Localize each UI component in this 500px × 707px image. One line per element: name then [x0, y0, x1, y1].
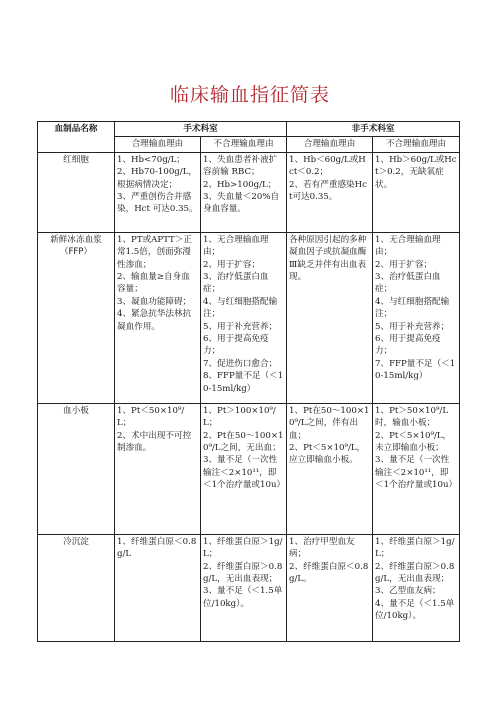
- cell-line: 2、Pt＜5×10⁹/L，应立即输血小板。: [289, 443, 366, 466]
- product-column-header: 血制品名称: [38, 122, 115, 153]
- product-name-cell: [38, 232, 115, 403]
- nonsurgical-reasonable-cell: [287, 534, 373, 641]
- cell-line: 红细胞: [63, 154, 89, 165]
- cell-line: 7、FFP量不足（＜10-15ml/kg）: [375, 358, 456, 382]
- cell-line: 3、治疗低蛋白血症；: [375, 272, 441, 295]
- product-name-cell: [38, 152, 115, 232]
- cell-line: 各种原因引起的多种凝血因子或抗凝血酶Ⅲ缺乏并伴有出血表现。: [289, 234, 367, 283]
- table-row: [38, 403, 460, 534]
- cell-line: （FFP）: [59, 247, 93, 258]
- nonsurgical-dept-header: 非手术科室: [287, 122, 460, 137]
- cell-line: 1、PT或APTT＞正常1.5倍，创面弥漫性渗血；: [117, 234, 192, 270]
- nonsurgical-unreasonable-cell: [373, 232, 460, 403]
- cell-line: 2、Pt＜5×10⁹/L，未立即输血小板；: [375, 430, 452, 454]
- cell-line: 3、严重创伤合并感染，Hct 可达0.35。: [117, 192, 198, 215]
- cell-line: 1、纤维蛋白原＞1g/L；: [375, 536, 455, 560]
- cell-line: 1、Hb＞60g/L或Hct＞0.2，无缺氧症状。: [375, 154, 457, 190]
- cell-line: 2、用于扩容；: [203, 259, 261, 270]
- cell-line: 2、纤维蛋白原＞0.8g/L，无出血表现；: [375, 561, 455, 585]
- cell-line: 4、量不足（＜1.5单位/10kg）。: [375, 598, 455, 622]
- cell-line: 1、Pt＞50×10⁹/L时，输血小板；: [375, 405, 449, 429]
- cell-line: 2、用于扩容；: [375, 259, 433, 270]
- surgical-reasonable-cell: [115, 152, 201, 232]
- cell-line: 5、用于补充营养；: [375, 321, 450, 332]
- cell-line: 6、用于提高免疫力；: [203, 334, 269, 357]
- cell-line: 3、乙型血友病；: [375, 586, 441, 597]
- cell-line: 3、量不足（一次性输注＜2×10¹¹，即＜1个治疗量或10u）: [203, 455, 286, 491]
- cell-line: 4、与红细胞搭配输注；: [203, 296, 278, 320]
- surgical-unreasonable-cell: [201, 232, 287, 403]
- cell-line: 冷沉淀: [63, 536, 89, 547]
- cell-line: 2、若有严重感染Hct可达0.35。: [289, 179, 367, 203]
- cell-line: 1、无合理输血理由；: [375, 234, 441, 258]
- cell-line: 2、术中出现不可控制渗血。: [117, 430, 192, 454]
- nonsurgical-reasonable-cell: [287, 403, 373, 534]
- cell-line: 7、促进伤口愈合；: [203, 358, 278, 369]
- cell-line: 1、纤维蛋白原＞1g/L；: [203, 536, 283, 560]
- surgical-reasonable-cell: [115, 534, 201, 641]
- cell-line: 3、量不足（＜1.5单位/10kg）。: [203, 586, 283, 609]
- cell-line: 1、Hb＜60g/L或Hct＜0.2；: [289, 154, 366, 178]
- cell-line: 1、纤维蛋白原＜0.8g/L: [117, 536, 197, 560]
- product-name-cell: [38, 534, 115, 641]
- table-row: [38, 152, 460, 232]
- cell-line: 血小板: [63, 405, 89, 416]
- cell-line: 1、失血患者补液扩容前输 RBC；: [203, 154, 278, 178]
- cell-line: 3、治疗低蛋白血症；: [203, 272, 269, 295]
- surgical-unreasonable-header: 不合理输血理由: [201, 137, 287, 152]
- surgical-reasonable-header: 合理输血理由: [115, 137, 201, 152]
- cell-line: 2、纤维蛋白原＜0.8g/L。: [289, 561, 369, 585]
- cell-line: 3、失血量＜20%自身血容量。: [203, 192, 280, 215]
- cell-line: 1、Pt＜50×10⁹/L；: [117, 405, 185, 429]
- surgical-unreasonable-cell: [201, 403, 287, 534]
- surgical-reasonable-cell: [115, 403, 201, 534]
- surgical-unreasonable-cell: [201, 152, 287, 232]
- page-title: 临床输血指征简表: [169, 84, 330, 106]
- table-row: [38, 534, 460, 641]
- cell-line: 4、紧急抗华法林抗凝血作用。: [117, 309, 192, 332]
- cell-line: 1、Pt在50～100×10⁹/L之间，伴有出血；: [289, 405, 370, 441]
- transfusion-indication-table: [37, 121, 460, 642]
- cell-line: 8、FFP量不足（＜10-15ml/kg）: [203, 371, 284, 394]
- nonsurgical-reasonable-header: 合理输血理由: [287, 137, 373, 152]
- nonsurgical-unreasonable-cell: [373, 534, 460, 641]
- nonsurgical-unreasonable-cell: [373, 152, 460, 232]
- cell-line: 新鲜冰冻血浆: [50, 234, 102, 245]
- cell-line: 2、纤维蛋白原＞0.8g/L，无出血表现；: [203, 561, 283, 585]
- cell-line: 3、凝血功能障碍；: [117, 296, 192, 307]
- cell-line: 2、Pt在50～100×10⁹/L之间，无出血；: [203, 430, 284, 454]
- surgical-unreasonable-cell: [201, 534, 287, 641]
- cell-line: 2、Hb>100g/L；: [203, 179, 277, 190]
- surgical-dept-header: 手术科室: [115, 122, 287, 137]
- nonsurgical-unreasonable-header: 不合理输血理由: [373, 137, 460, 152]
- cell-line: 1、Hb<70g/L；: [117, 154, 185, 165]
- cell-line: 1、治疗甲型血友病；: [289, 536, 355, 560]
- surgical-reasonable-cell: [115, 232, 201, 403]
- nonsurgical-reasonable-cell: [287, 152, 373, 232]
- product-name-cell: [38, 403, 115, 534]
- cell-line: 3、量不足（一次性输注＜2×10¹¹，即＜1个治疗量或10u）: [375, 455, 458, 491]
- cell-line: 1、Pt＞100×10⁹/L；: [203, 405, 276, 429]
- cell-line: 1、无合理输血理由；: [203, 234, 269, 258]
- nonsurgical-unreasonable-cell: [373, 403, 460, 534]
- nonsurgical-reasonable-cell: [287, 232, 373, 403]
- cell-line: 5、用于补充营养；: [203, 321, 278, 332]
- table-row: [38, 232, 460, 403]
- cell-line: 2、输血量≥自身血容量；: [117, 272, 190, 295]
- cell-line: 2、Hb70-100g/L，根据病情决定；: [117, 167, 197, 190]
- cell-line: 4、与红细胞搭配输注；: [375, 296, 450, 320]
- cell-line: 6、用于提高免疫力；: [375, 334, 441, 357]
